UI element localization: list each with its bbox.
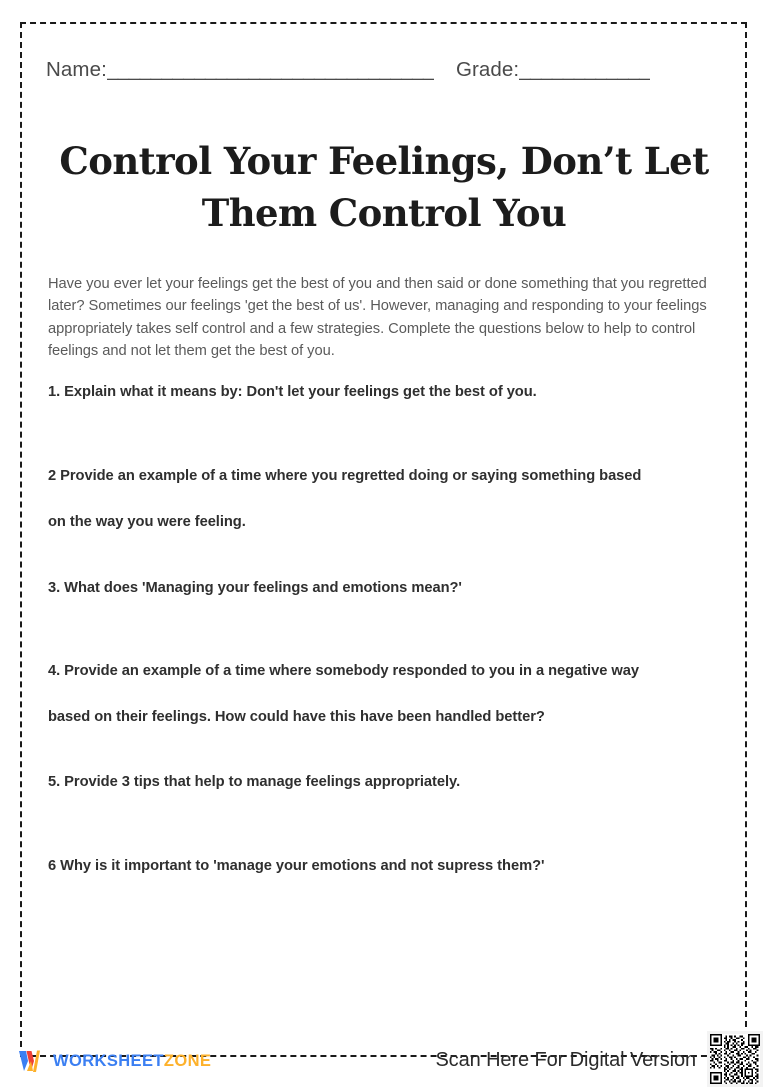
brand-name-worksheet: WORKSHEET xyxy=(53,1051,164,1070)
grade-field[interactable] xyxy=(456,58,650,82)
question-item xyxy=(48,773,720,791)
question-item xyxy=(48,467,720,531)
qr-code-icon[interactable] xyxy=(707,1031,763,1087)
question-line: 6 Why is it important to 'manage your emotions and not supress them?' xyxy=(48,858,545,874)
grade-write-line[interactable]: ____________ xyxy=(519,58,651,81)
scan-here-caption: Scan Here For Digital Version xyxy=(435,1049,696,1071)
intro-paragraph: Have you ever let your feelings get the best of you and then said or done something that you regretted later? Sometimes our feelings 'get the best of us'. However, managing and responding to your feelings appropriately takes self control and a few strategies. Complete the questions below to help to control feelings and not let them get the best of you. xyxy=(48,275,707,359)
question-line: 3. What does 'Managing your feelings and emotions mean?' xyxy=(48,580,462,596)
footer-bar xyxy=(0,1040,768,1086)
question-item xyxy=(48,857,720,875)
worksheet-zone-w-mark-icon xyxy=(18,1049,48,1073)
page-title-line-1: Control Your Feelings, Don’t Let xyxy=(59,138,709,183)
name-field[interactable] xyxy=(46,58,434,82)
page-title xyxy=(46,135,722,240)
questions-list xyxy=(48,383,720,875)
name-write-line[interactable]: ______________________________ xyxy=(106,58,434,81)
page-title-line-2: Them Control You xyxy=(201,191,567,236)
worksheet-zone-logo[interactable] xyxy=(18,1048,211,1074)
question-line: 2 Provide an example of a time where you regretted doing or saying something based xyxy=(48,468,642,484)
brand-name-zone: ZONE xyxy=(163,1051,212,1070)
question-line: 5. Provide 3 tips that help to manage feelings appropriately. xyxy=(48,774,461,790)
name-grade-row xyxy=(46,58,722,88)
question-line: on the way you were feeling. xyxy=(48,514,246,530)
question-line: based on their feelings. How could have this have been handled better? xyxy=(48,709,545,725)
grade-label: Grade: xyxy=(455,58,520,81)
brand-wordmark xyxy=(53,1052,211,1071)
question-line: 4. Provide an example of a time where somebody responded to you in a negative way xyxy=(48,663,639,679)
question-item xyxy=(48,579,720,597)
question-line: 1. Explain what it means by: Don't let your feelings get the best of you. xyxy=(48,384,537,400)
question-item xyxy=(48,662,720,726)
name-label: Name: xyxy=(46,58,107,81)
question-item xyxy=(48,383,720,401)
